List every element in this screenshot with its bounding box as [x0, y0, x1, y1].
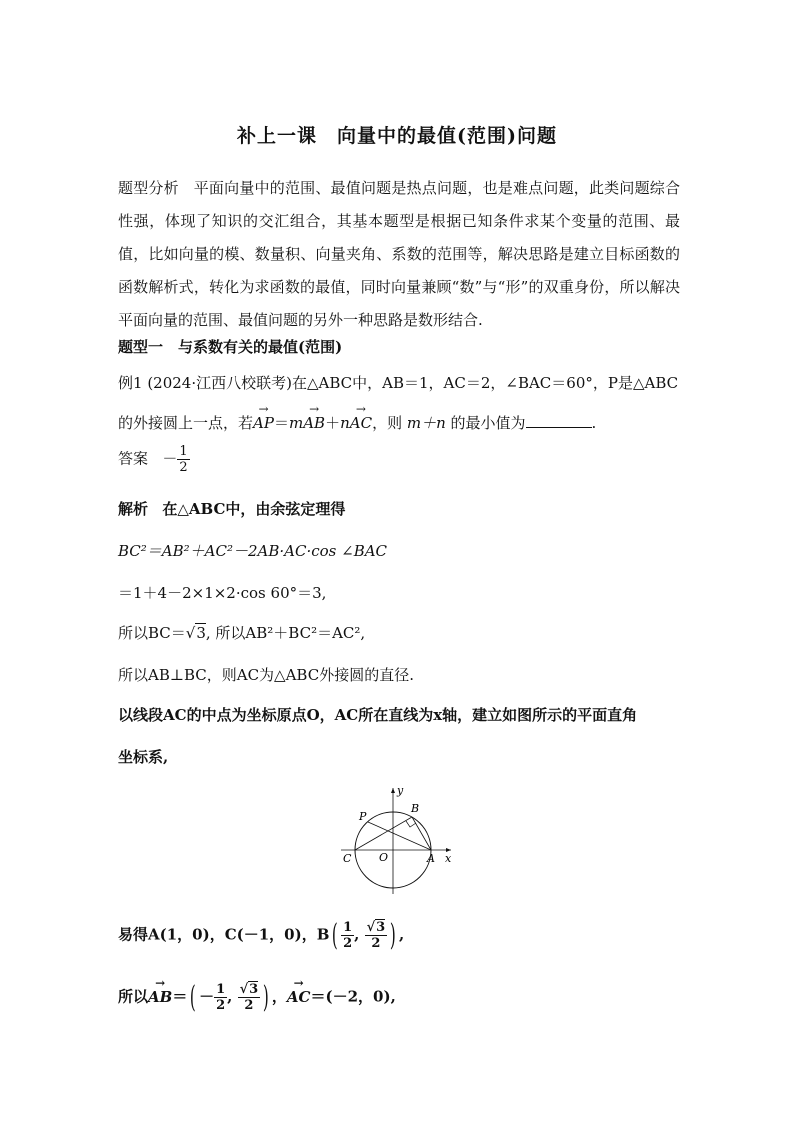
equation-8: 所以→ AB＝( － $\frac{1}{2}$ , $\frac{√3}{2}$ ) ，→ AC＝(－2，0), [118, 980, 396, 1015]
answer-line [118, 444, 190, 475]
equation-7: 易得A(1，0)，C(－1，0)，B( $\frac{1}{2}$ , $\frac{√3}{2}$ ) , [118, 918, 405, 953]
coordinate-figure [337, 784, 455, 896]
intro-paragraph [118, 172, 680, 337]
vector-ac: → AC [350, 414, 372, 432]
label-b: B [411, 802, 420, 815]
label-o: O [379, 851, 389, 864]
solution-label: 解析 [118, 500, 149, 518]
example-text: 的最小值为 [450, 414, 526, 432]
answer-blank [526, 413, 592, 428]
example-statement: 在△ABC中，AB＝1，AC＝2，∠BAC＝60°，P是△ABC [291, 374, 679, 392]
solution-intro [118, 498, 345, 519]
label-y: y [397, 784, 404, 797]
label-c: C [343, 852, 352, 865]
example-line-2: 的外接圆上一点，若→ AP＝m→ AB＋n→ AC，则 m＋n 的最小值为 . [118, 412, 596, 433]
intro-label: 题型分析 [118, 179, 179, 197]
example-text: 的外接圆上一点，若 [118, 414, 254, 432]
equation-3: 所以BC＝√3, 所以AB²＋BC²＝AC², [118, 624, 366, 642]
section-heading: 题型一 与系数有关的最值(范围) [118, 338, 343, 356]
answer-fraction: $\frac{1}{2}$ [179, 444, 188, 475]
intro-text: 平面向量中的范围、最值问题是热点问题，也是难点问题，此类问题综合性强，体现了知识的交汇组合，其基本题型是根据已知条件求某个变量的范围、最值，比如向量的模、数量积、向量夹角、系数的范围等，解决思路是建立目标函数的函数解析式，转化为求函数的最值，同时向量兼顾“数”与“形”的双重身份，所以解决平面向量的范围、最值问题的另外一种思路是数形结合. [118, 179, 680, 329]
equation-2: ＝1＋4－2×1×2·cos 60°＝3, [118, 584, 327, 602]
vector-ap: → AP [253, 414, 274, 432]
label-p: P [359, 810, 367, 823]
example-source: (2024·江西八校联考) [147, 374, 292, 392]
answer-label: 答案 [118, 449, 149, 468]
solution-text: 在△ABC中，由余弦定理得 [162, 500, 346, 518]
segment-ba [412, 817, 431, 850]
answer-sign: － [162, 449, 178, 468]
example-line-1 [118, 372, 678, 393]
label-a: A [427, 852, 435, 865]
expr-m-plus-n: m＋n [406, 414, 446, 432]
segment-ap [368, 822, 431, 850]
equation-6: 坐标系, [118, 748, 169, 766]
equation-5: 以线段AC的中点为坐标原点O，AC所在直线为x轴，建立如图所示的平面直角 [118, 706, 638, 724]
vector-ab: → AB [303, 414, 325, 432]
page-title: 补上一课 向量中的最值(范围)问题 [237, 125, 557, 147]
equation-1: BC²＝AB²＋AC²－2AB·AC·cos ∠BAC [118, 542, 388, 560]
equation-4: 所以AB⊥BC，则AC为△ABC外接圆的直径. [118, 666, 414, 684]
example-text: ，则 [372, 414, 403, 432]
label-x: x [445, 852, 452, 865]
example-label: 例1 [118, 374, 143, 392]
